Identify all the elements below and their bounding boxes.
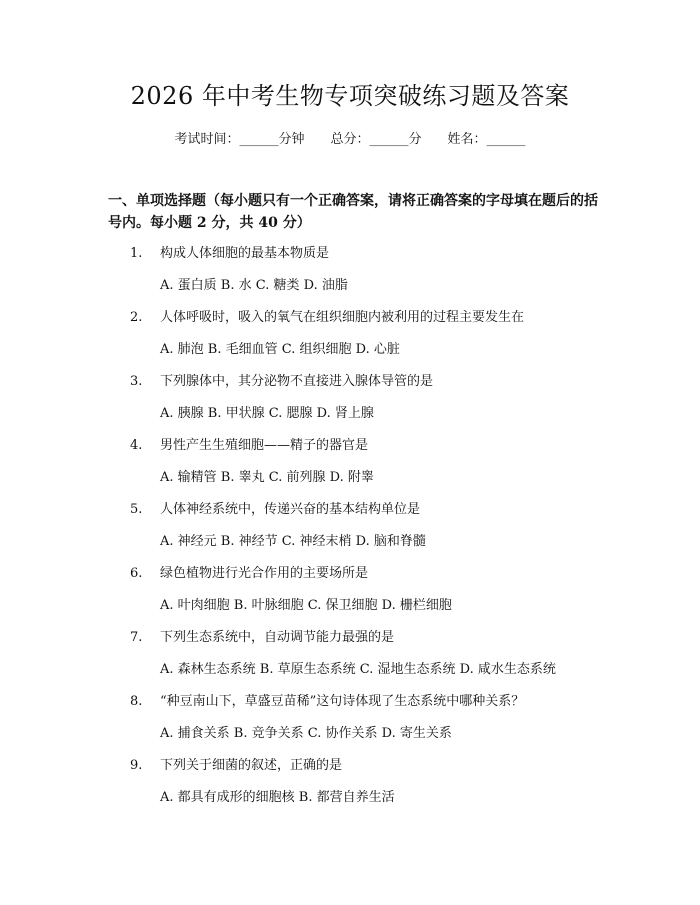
- question-options: A. 捕食关系 B. 竞争关系 C. 协作关系 D. 寄生关系: [160, 726, 452, 741]
- section-heading: 一、单项选择题（每小题只有一个正确答案，请将正确答案的字母填在题后的括号内。每小题 2 分，共 40 分）: [108, 193, 598, 231]
- question-number: 6.: [130, 566, 143, 581]
- exam-meta: [0, 130, 700, 150]
- question-number: 2.: [130, 310, 143, 325]
- question-text: 人体呼吸时，吸入的氧气在组织细胞内被利用的过程主要发生在: [160, 310, 525, 325]
- question-item: [0, 244, 700, 308]
- question-item: [0, 756, 700, 820]
- question-number: 1.: [130, 246, 143, 261]
- question-text: 下列关于细菌的叙述，正确的是: [160, 758, 343, 773]
- question-text: 构成人体细胞的最基本物质是: [160, 246, 330, 261]
- question-item: [0, 372, 700, 436]
- question-item: [0, 628, 700, 692]
- question-text: “种豆南山下，草盛豆苗稀”这句诗体现了生态系统中哪种关系？: [160, 694, 525, 709]
- question-number: 8.: [130, 694, 143, 709]
- question-text: 下列腺体中，其分泌物不直接进入腺体导管的是: [160, 374, 434, 389]
- question-options: A. 蛋白质 B. 水 C. 糖类 D. 油脂: [160, 278, 348, 293]
- question-options: A. 森林生态系统 B. 草原生态系统 C. 湿地生态系统 D. 咸水生态系统: [160, 662, 556, 677]
- question-number: 3.: [130, 374, 143, 389]
- question-item: [0, 500, 700, 564]
- question-number: 5.: [130, 502, 143, 517]
- total-score-field: 总分：______分: [330, 132, 422, 147]
- question-text: 绿色植物进行光合作用的主要场所是: [160, 566, 369, 581]
- question-options: A. 肺泡 B. 毛细血管 C. 组织细胞 D. 心脏: [160, 342, 400, 357]
- question-item: [0, 564, 700, 628]
- question-options: A. 输精管 B. 睾丸 C. 前列腺 D. 附睾: [160, 470, 374, 485]
- question-text: 下列生态系统中，自动调节能力最强的是: [160, 630, 395, 645]
- name-field: 姓名：______: [447, 132, 526, 147]
- question-number: 9.: [130, 758, 143, 773]
- exam-time-field: 考试时间：______分钟: [174, 132, 305, 147]
- question-number: 7.: [130, 630, 143, 645]
- question-options: A. 都具有成形的细胞核 B. 都营自养生活: [160, 790, 395, 805]
- page-title: 2026 年中考生物专项突破练习题及答案: [130, 82, 570, 110]
- question-text: 人体神经系统中，传递兴奋的基本结构单位是: [160, 502, 421, 517]
- question-item: [0, 692, 700, 756]
- question-options: A. 叶肉细胞 B. 叶脉细胞 C. 保卫细胞 D. 栅栏细胞: [160, 598, 452, 613]
- question-list: [0, 244, 700, 820]
- question-item: [0, 308, 700, 372]
- question-item: [0, 436, 700, 500]
- question-options: A. 胰腺 B. 甲状腺 C. 腮腺 D. 肾上腺: [160, 406, 374, 421]
- question-text: 男性产生生殖细胞——精子的器官是: [160, 438, 369, 453]
- question-number: 4.: [130, 438, 143, 453]
- question-options: A. 神经元 B. 神经节 C. 神经末梢 D. 脑和脊髓: [160, 534, 426, 549]
